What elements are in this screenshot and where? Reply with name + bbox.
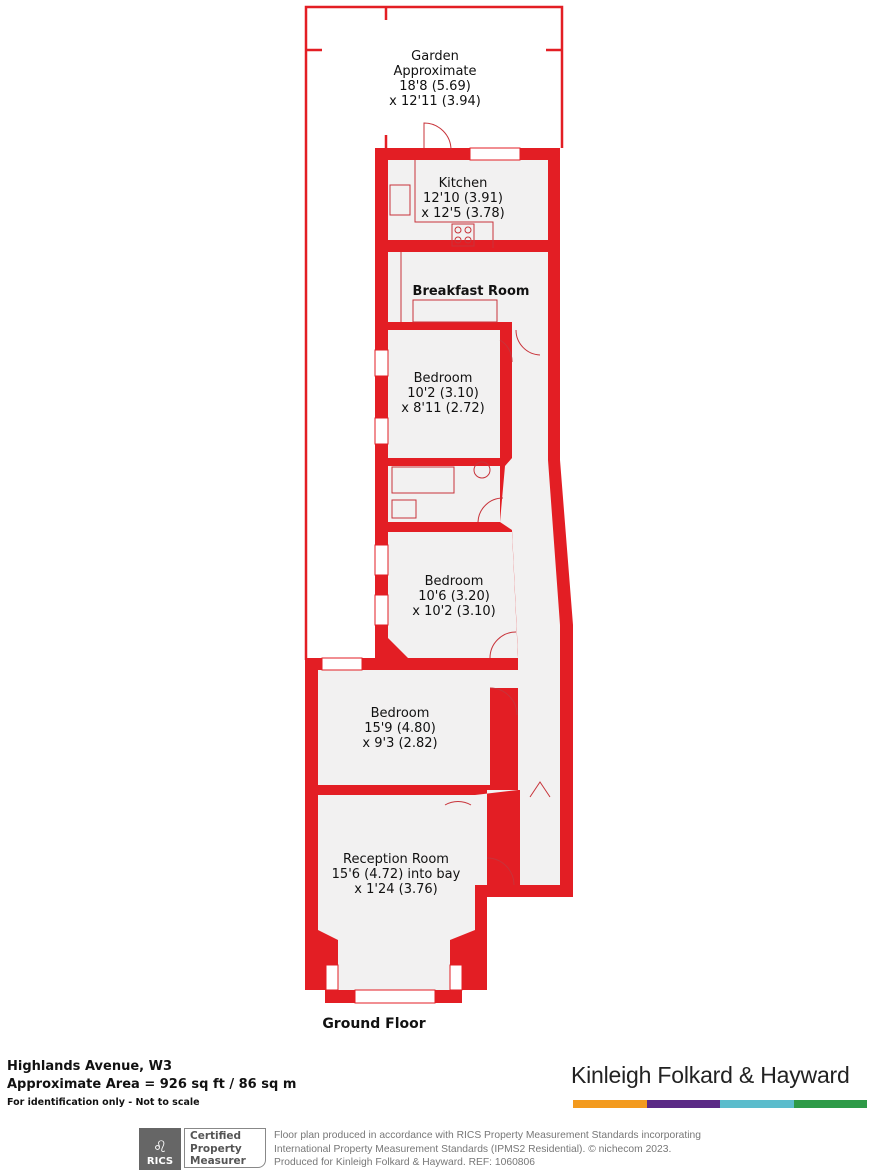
credit-text — [274, 1129, 701, 1170]
window — [375, 595, 388, 625]
breakfast-room-label: Breakfast Room — [412, 284, 530, 299]
credit-line2: International Property Measurement Standards (IPMS2 Residential). © nichecom 2023. — [274, 1143, 672, 1155]
reception-dim1: 15'6 (4.72) into bay — [331, 867, 461, 882]
property-info — [7, 1058, 296, 1108]
color-bar-purple — [647, 1100, 721, 1108]
garden-label: Garden — [411, 49, 459, 64]
lion-icon: ♌ — [152, 1137, 168, 1156]
kitchen-dim2: x 12'5 (3.78) — [421, 206, 505, 221]
window — [470, 148, 520, 160]
badge-line1: Certified — [190, 1130, 242, 1142]
rics-logo — [139, 1128, 181, 1170]
floor-label: Ground Floor — [322, 1016, 426, 1032]
bedroom-1-dim1: 10'2 (3.10) — [407, 386, 479, 401]
garden-label-line2: Approximate — [393, 64, 477, 79]
bedroom-2-dim1: 10'6 (3.20) — [418, 589, 490, 604]
reception-label: Reception Room — [343, 852, 449, 867]
approximate-area: Approximate Area = 926 sq ft / 86 sq m — [7, 1077, 297, 1092]
disclaimer: For identification only - Not to scale — [7, 1097, 200, 1108]
color-bar-teal — [720, 1100, 794, 1108]
kitchen-dim1: 12'10 (3.91) — [423, 191, 503, 206]
bedroom-1-dim2: x 8'11 (2.72) — [401, 401, 485, 416]
credit-line1: Floor plan produced in accordance with RICS Property Measurement Standards incorporating — [274, 1130, 701, 1141]
window — [326, 965, 338, 990]
cupboard-floor — [523, 797, 556, 883]
window — [375, 350, 388, 376]
rics-text: RICS — [146, 1156, 174, 1167]
address: Highlands Avenue, W3 — [7, 1059, 173, 1074]
certified-measurer — [184, 1128, 266, 1168]
window — [322, 658, 362, 670]
window — [375, 545, 388, 575]
badge-line2: Property — [190, 1142, 242, 1155]
garden-dim1: 18'8 (5.69) — [399, 79, 471, 94]
garden-dim2: x 12'11 (3.94) — [389, 94, 481, 109]
color-bar-green — [794, 1100, 868, 1108]
svg-text:GardenApproximate18'8 (5.69)x — [389, 49, 481, 109]
bedroom-3-dim2: x 9'3 (2.82) — [362, 736, 438, 751]
bedroom-1-label: Bedroom — [413, 371, 473, 386]
window — [450, 965, 462, 990]
bedroom-2-label: Bedroom — [424, 574, 484, 589]
window — [375, 418, 388, 444]
svg-text:Bedroom15'9 (4.80)x 9'3 (2.82) — [362, 706, 437, 751]
bedroom-2-dim2: x 10'2 (3.10) — [412, 604, 496, 619]
reception-dim2: x 1'24 (3.76) — [354, 882, 438, 897]
window — [355, 990, 435, 1003]
svg-text:Bedroom10'6 (3.20)x 10'2 (3.10 — [412, 574, 495, 619]
brand-logo: Kinleigh Folkard & Hayward — [571, 1062, 850, 1088]
bathroom-floor — [388, 466, 500, 522]
brand-color-bars — [573, 1100, 867, 1108]
kitchen-label: Kitchen — [438, 176, 488, 191]
color-bar-orange — [573, 1100, 647, 1108]
bedroom-3-dim1: 15'9 (4.80) — [364, 721, 436, 736]
bedroom-3-label: Bedroom — [370, 706, 430, 721]
badge-line3: Measurer — [190, 1155, 246, 1167]
garden-door — [424, 123, 451, 150]
svg-text:Bedroom10'2 (3.10)x 8'11 (2.72 — [401, 371, 484, 416]
credit-line3: Produced for Kinleigh Folkard & Hayward. REF: 1060806 — [274, 1157, 535, 1168]
rics-badge — [139, 1128, 269, 1170]
